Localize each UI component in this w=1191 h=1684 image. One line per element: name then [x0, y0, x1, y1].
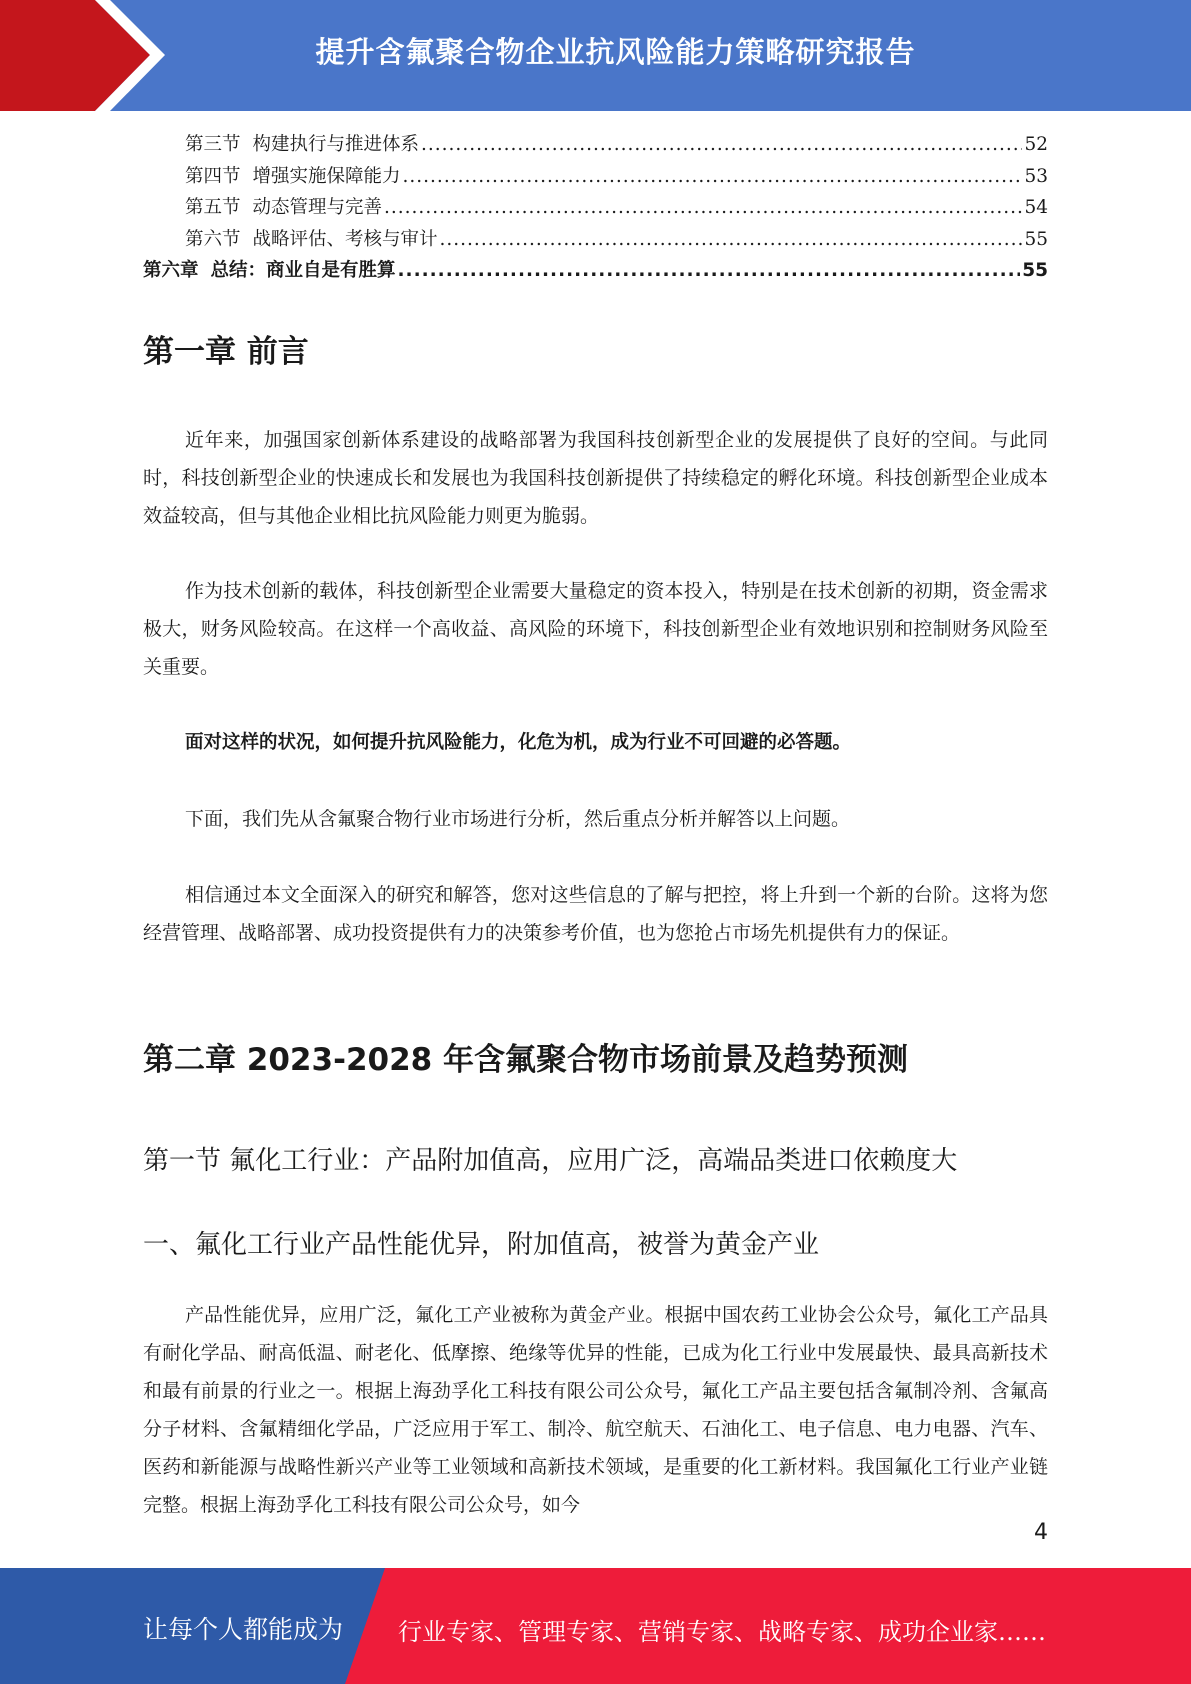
toc-section-number: 第五节 [185, 197, 241, 218]
toc-title: 构建执行与推进体系 [252, 134, 420, 155]
toc-page: 53 [1024, 165, 1048, 187]
paragraph: 产品性能优异，应用广泛，氟化工产业被称为黄金产业。根据中国农药工业协会公众号，氟化工产品具有耐化学品、耐高低温、耐老化、低摩擦、绝缘等优异的性能，已成为化工行业中发展最快、最具高新技术和最有前景的行业之一。根据上海劲孚化工科技有限公司公众号，氟化工产品主要包括含氟制冷剂、含氟高分子材料、含氟精细化学品，广泛应用于军工、制冷、航空航天、石油化工、电子信息、电力电器、汽车、医药和新能源与战略性新兴产业等工业领域和高新技术领域，是重要的化工新材料。我国氟化工行业产业链完整。根据上海劲孚化工科技有限公司公众号，如今 [143, 1304, 1048, 1516]
subsection-heading: 一、氟化工行业产品性能优异，附加值高，被誉为黄金产业 [143, 1230, 820, 1260]
section-heading: 第一节 氟化工行业：产品附加值高，应用广泛，高端品类进口依赖度大 [143, 1146, 958, 1176]
toc-page: 55 [1022, 260, 1048, 281]
footer-slogan-right: 行业专家、管理专家、营销专家、战略专家、成功企业家…… [398, 1618, 1046, 1646]
chapter-1-heading: 第一章 前言 [143, 334, 309, 370]
page-footer [0, 1568, 1191, 1684]
toc-leader [403, 166, 1023, 187]
toc-section-number: 第三节 [185, 134, 241, 155]
toc-leader [440, 229, 1023, 250]
paragraph: 近年来，加强国家创新体系建设的战略部署为我国科技创新型企业的发展提供了良好的空间。与此同时，科技创新型企业的快速成长和发展也为我国科技创新提供了持续稳定的孵化环境。科技创新型企业成本效益较高，但与其他企业相比抗风险能力则更为脆弱。 [143, 429, 1048, 527]
toc-entry[interactable] [143, 162, 1048, 194]
paragraph: 相信通过本文全面深入的研究和解答，您对这些信息的了解与把控，将上升到一个新的台阶。这将为您经营管理、战略部署、成功投资提供有力的决策参考价值，也为您抢占市场先机提供有力的保证。 [143, 884, 1048, 944]
toc-leader [421, 134, 1022, 155]
toc-entry[interactable] [143, 130, 1048, 162]
chapter-2-heading: 第二章 2023-2028 年含氟聚合物市场前景及趋势预测 [143, 1042, 909, 1078]
toc-section-number: 第四节 [185, 165, 241, 187]
report-title: 提升含氟聚合物企业抗风险能力策略研究报告 [315, 35, 916, 69]
toc-page: 54 [1024, 197, 1048, 218]
toc-leader [398, 260, 1021, 281]
table-of-contents [143, 130, 1048, 288]
page-header [0, 0, 1191, 111]
paragraph: 作为技术创新的载体，科技创新型企业需要大量稳定的资本投入，特别是在技术创新的初期，资金需求极大，财务风险较高。在这样一个高收益、高风险的环境下，科技创新型企业有效地识别和控制财务风险至关重要。 [143, 580, 1048, 678]
toc-title: 增强实施保障能力 [252, 165, 401, 187]
toc-title: 动态管理与完善 [252, 197, 383, 218]
toc-entry[interactable] [143, 225, 1048, 257]
paragraph: 下面，我们先从含氟聚合物行业市场进行分析，然后重点分析并解答以上问题。 [185, 808, 851, 830]
toc-chapter-number: 第六章 [143, 260, 199, 281]
page-number: 4 [1034, 1520, 1048, 1545]
toc-leader [384, 197, 1022, 218]
toc-section-number: 第六节 [185, 228, 241, 250]
emphasis-paragraph: 面对这样的状况，如何提升抗风险能力，化危为机，成为行业不可回避的必答题。 [185, 732, 852, 753]
toc-title: 战略评估、考核与审计 [252, 228, 438, 250]
toc-title: 总结：商业自是有胜算 [210, 260, 396, 281]
toc-page: 55 [1024, 228, 1048, 250]
toc-entry[interactable] [143, 193, 1048, 225]
footer-slogan-left: 让每个人都能成为 [143, 1615, 344, 1644]
toc-chapter-entry[interactable] [143, 256, 1048, 288]
toc-page: 52 [1024, 134, 1048, 155]
